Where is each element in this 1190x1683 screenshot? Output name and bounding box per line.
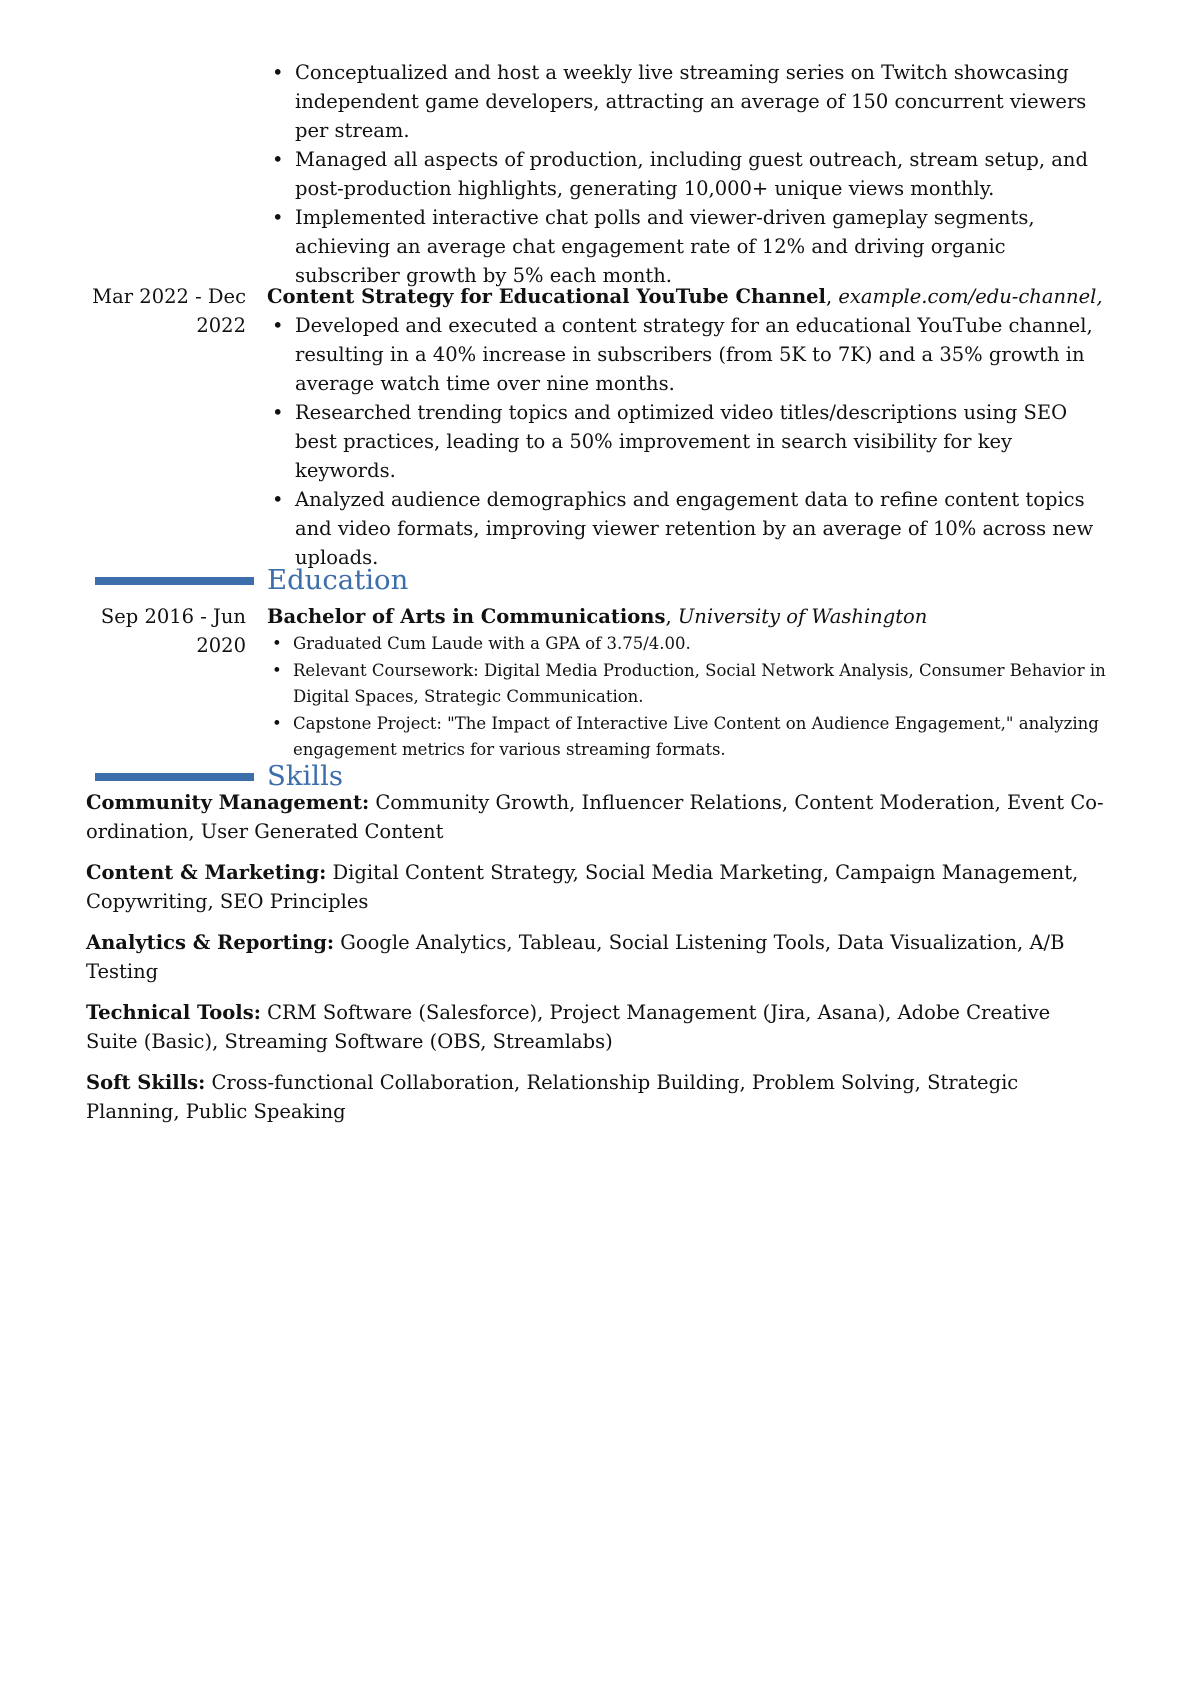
list-item: • Capstone Project: "The Impact of Interactive Live Content on Audience Engagement," analyzing engagement metrics for various streaming formats.: [267, 711, 1107, 764]
project-title: Content Strategy for Educational YouTube Channel: [267, 285, 826, 308]
skill-value: Digital Content Strategy, Social Media Marketing, Campaign Management, Copywriting, SEO Principles: [86, 861, 1079, 913]
education-separator: ,: [665, 605, 672, 628]
education-content: [267, 602, 1107, 764]
education-section-header: [95, 562, 1095, 598]
skill-item: [86, 998, 1106, 1056]
project-separator: ,: [825, 285, 833, 308]
skill-item: [86, 1068, 1106, 1126]
skills-list: [86, 788, 1106, 1138]
experience-content: [267, 58, 1107, 290]
education-heading: Education: [267, 564, 409, 596]
list-item: • Graduated Cum Laude with a GPA of 3.75/4.00.: [267, 631, 1107, 658]
list-item: • Relevant Coursework: Digital Media Production, Social Network Analysis, Consumer Behavior in Digital Spaces, Strategic Communication.: [267, 658, 1107, 711]
skills-heading: Skills: [267, 760, 344, 792]
skill-item: [86, 928, 1106, 986]
degree-title: Bachelor of Arts in Communications: [267, 605, 666, 628]
project-date: Mar 2022 - Dec 2022: [92, 285, 246, 337]
project-link[interactable]: example.com/edu-channel,: [838, 285, 1103, 308]
skill-label: Content & Marketing:: [86, 861, 327, 884]
skill-item: [86, 788, 1106, 846]
list-item: • Implemented interactive chat polls and viewer-driven gameplay segments, achieving an average chat engagement rate of 12% and driving organic subscriber growth by 5% each month.: [267, 203, 1107, 290]
list-item: • Conceptualized and host a weekly live streaming series on Twitch showcasing independent game developers, attracting an average of 150 concurrent viewers per stream.: [267, 58, 1107, 145]
project-content: [267, 282, 1107, 572]
education-bullet-list: [267, 631, 1107, 764]
skill-label: Community Management:: [86, 791, 370, 814]
skill-label: Analytics & Reporting:: [86, 931, 335, 954]
list-item: • Analyzed audience demographics and engagement data to refine content topics and video formats, improving viewer retention by an average of 10% across new uploads.: [267, 485, 1107, 572]
school-name: University of Washington: [677, 605, 928, 628]
skill-value: Cross-functional Collaboration, Relationship Building, Problem Solving, Strategic Planning, Public Speaking: [86, 1071, 1019, 1123]
skill-item: [86, 858, 1106, 916]
skill-value: Google Analytics, Tableau, Social Listening Tools, Data Visualization, A/B Testing: [86, 931, 1065, 983]
experience-bullet-list: [267, 58, 1107, 290]
project-heading: [267, 282, 1107, 311]
list-item: • Developed and executed a content strategy for an educational YouTube channel, resulting in a 40% increase in subscribers (from 5K to 7K) and a 35% growth in average watch time over nine months.: [267, 311, 1107, 398]
list-item: • Managed all aspects of production, including guest outreach, stream setup, and post-production highlights, generating 10,000+ unique views monthly.: [267, 145, 1107, 203]
skill-value: Community Growth, Influencer Relations, Content Moderation, Event Coordination, User Generated Content: [86, 791, 1104, 843]
section-accent-bar: [95, 773, 254, 781]
skill-label: Technical Tools:: [86, 1001, 261, 1024]
project-bullet-list: [267, 311, 1107, 572]
skill-label: Soft Skills:: [86, 1071, 206, 1094]
skill-value: CRM Software (Salesforce), Project Management (Jira, Asana), Adobe Creative Suite (Basic), Streaming Software (OBS, Streamlabs): [86, 1001, 1051, 1053]
section-accent-bar: [95, 577, 254, 585]
list-item: • Researched trending topics and optimized video titles/descriptions using SEO best practices, leading to a 50% improvement in search visibility for key keywords.: [267, 398, 1107, 485]
education-heading-line: [267, 602, 1107, 631]
education-date: Sep 2016 - Jun 2020: [100, 605, 246, 657]
